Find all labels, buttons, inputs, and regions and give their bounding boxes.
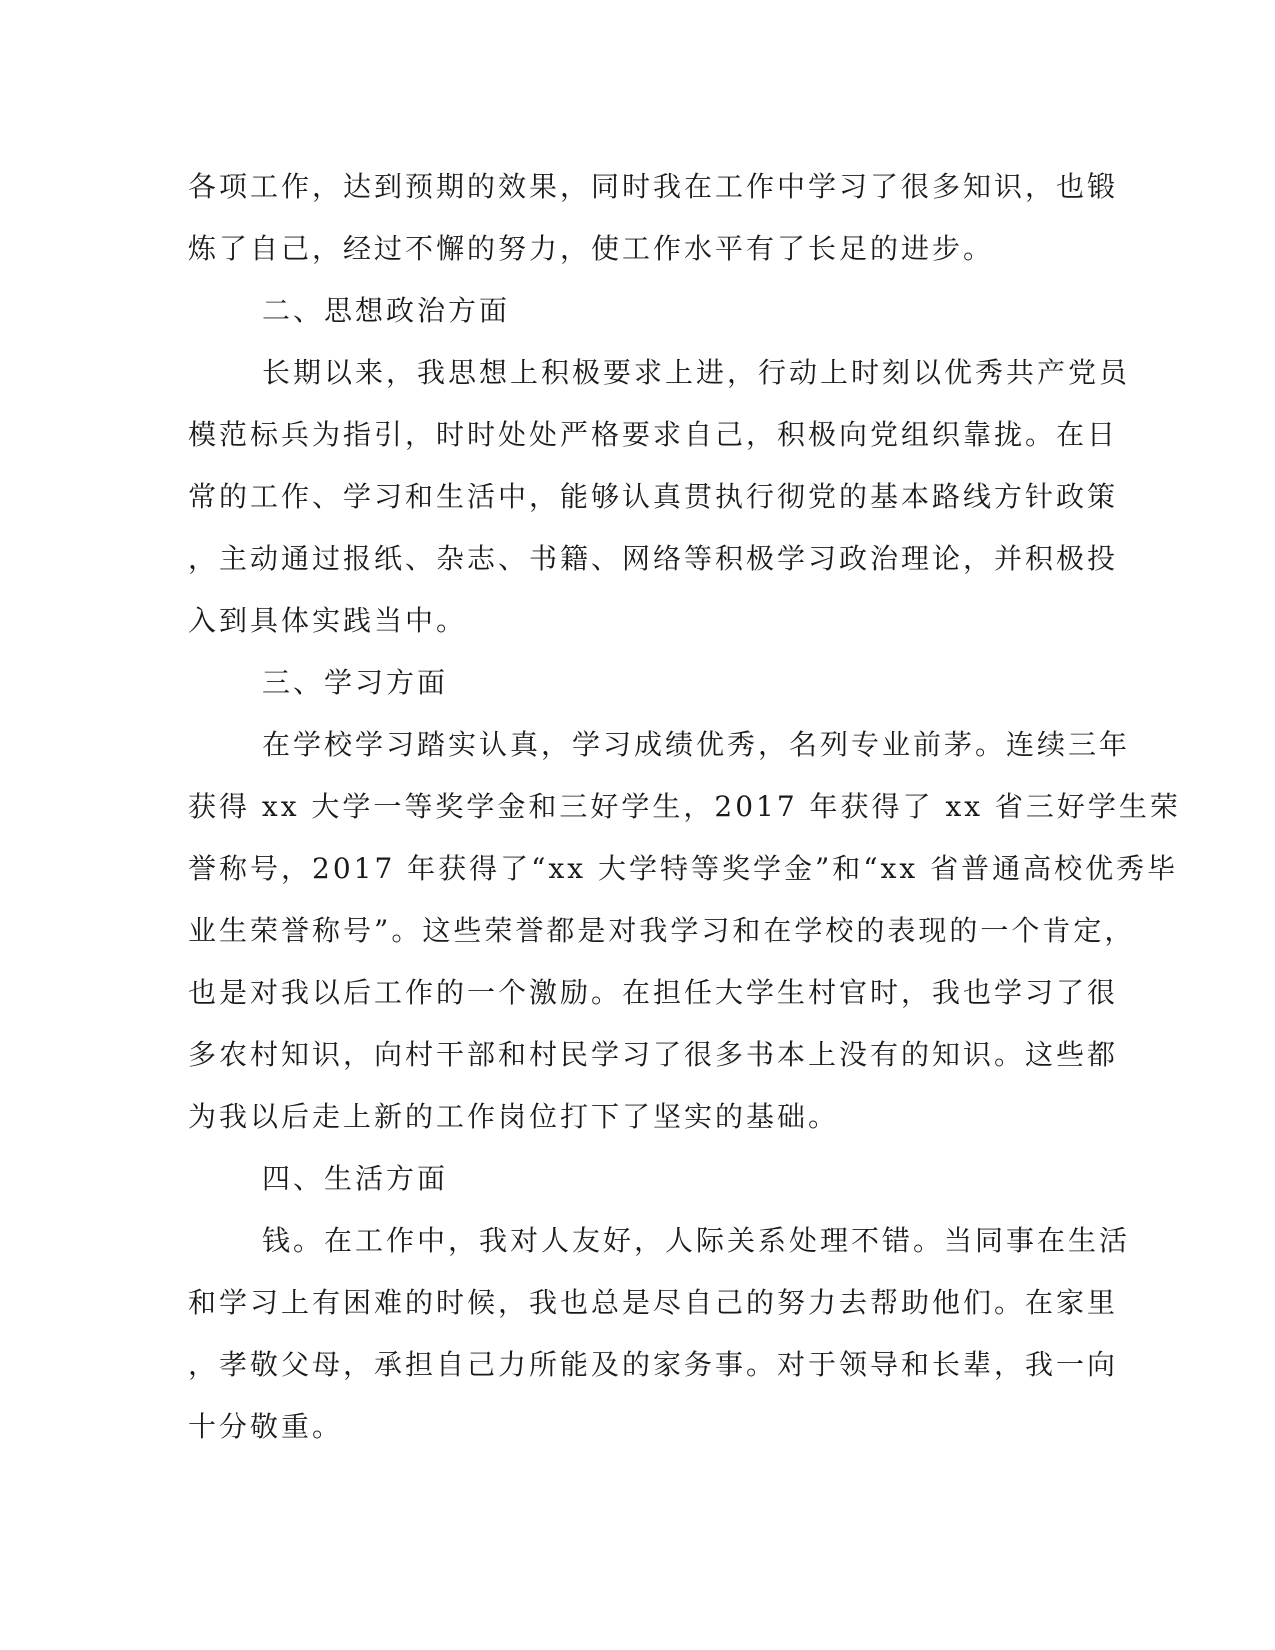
document-body — [188, 156, 1181, 1458]
body-line: 长期以来，我思想上积极要求上进，行动上时刻以优秀共产党员 — [262, 356, 1131, 389]
section-heading-study: 三、学习方面 — [262, 666, 449, 699]
section-heading-life: 四、生活方面 — [262, 1162, 449, 1195]
body-line: ，主动通过报纸、杂志、书籍、网络等积极学习政治理论，并积极投 — [188, 542, 1119, 575]
body-line: 炼了自己，经过不懈的努力，使工作水平有了长足的进步。 — [188, 232, 995, 265]
body-line: 获得 xx 大学一等奖学金和三好学生，2017 年获得了 xx 省三好学生荣 — [188, 790, 1181, 823]
body-line: 常的工作、学习和生活中，能够认真贯执行彻党的基本路线方针政策 — [188, 480, 1119, 513]
body-line: 钱。在工作中，我对人友好，人际关系处理不错。当同事在生活 — [262, 1224, 1131, 1257]
body-line: 在学校学习踏实认真，学习成绩优秀，名列专业前茅。连续三年 — [262, 728, 1131, 761]
body-line: 十分敬重。 — [188, 1410, 344, 1443]
body-line: ，孝敬父母，承担自己力所能及的家务事。对于领导和长辈，我一向 — [188, 1348, 1119, 1381]
body-line: 也是对我以后工作的一个激励。在担任大学生村官时，我也学习了很 — [188, 976, 1119, 1009]
body-line: 为我以后走上新的工作岗位打下了坚实的基础。 — [188, 1100, 840, 1133]
body-line: 业生荣誉称号”。这些荣誉都是对我学习和在学校的表现的一个肯定， — [188, 914, 1136, 947]
body-line: 誉称号，2017 年获得了“xx 大学特等奖学金”和“xx 省普通高校优秀毕 — [188, 852, 1179, 885]
body-line: 入到具体实践当中。 — [188, 604, 468, 637]
body-line: 多农村知识，向村干部和村民学习了很多书本上没有的知识。这些都 — [188, 1038, 1119, 1071]
body-line: 各项工作，达到预期的效果，同时我在工作中学习了很多知识，也锻 — [188, 170, 1119, 203]
body-line: 模范标兵为指引，时时处处严格要求自己，积极向党组织靠拢。在日 — [188, 418, 1119, 451]
section-heading-politics: 二、思想政治方面 — [262, 294, 511, 327]
body-line: 和学习上有困难的时候，我也总是尽自己的努力去帮助他们。在家里 — [188, 1286, 1119, 1319]
